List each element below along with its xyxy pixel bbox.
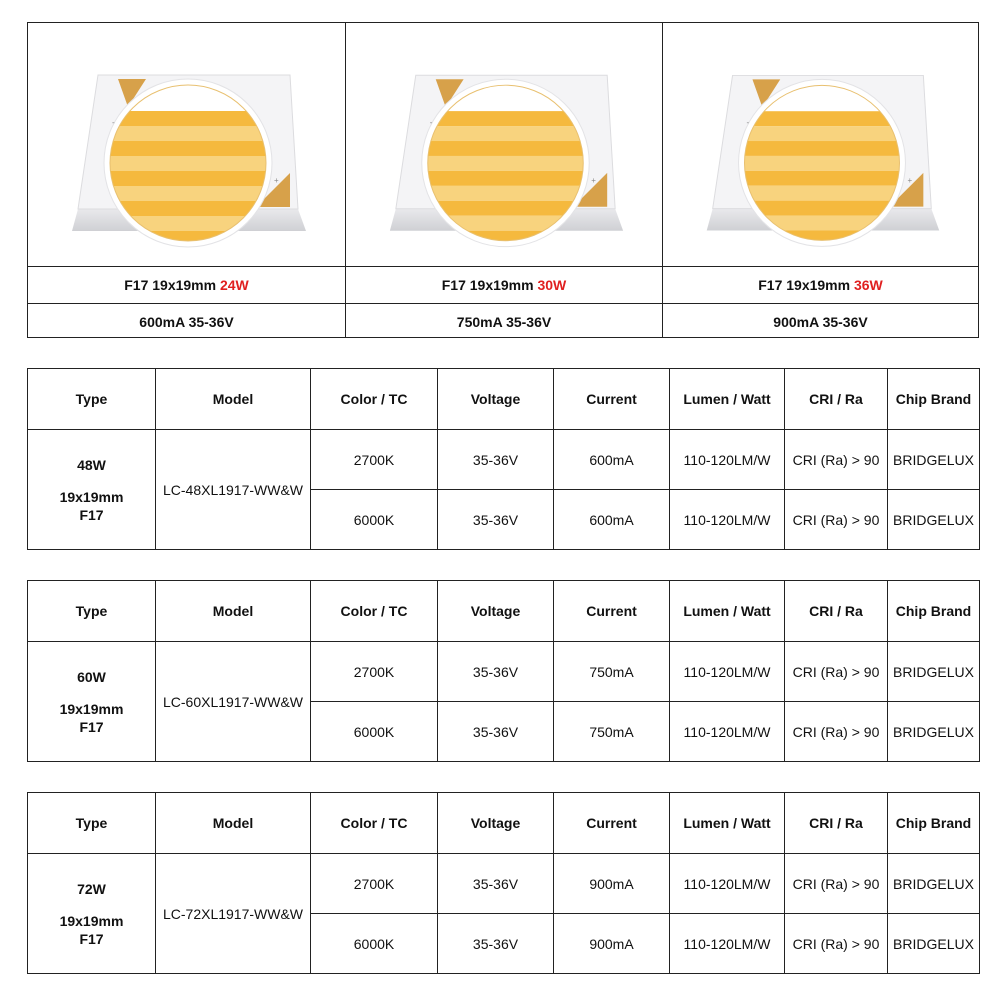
header-model: Model xyxy=(156,793,311,854)
model-cell: LC-48XL1917-WW&W xyxy=(156,430,311,550)
header-model: Model xyxy=(156,369,311,430)
cri-cell: CRI (Ra) > 90 xyxy=(785,642,888,702)
voltage-cell: 35-36V xyxy=(438,914,554,974)
svg-text:-: - xyxy=(429,118,433,128)
type-wattage: 48W xyxy=(77,456,106,473)
lumen-cell: 110-120LM/W xyxy=(670,490,785,550)
header-lumen-watt: Lumen / Watt xyxy=(670,369,785,430)
type-size: 19x19mm xyxy=(59,488,124,505)
cri-cell: CRI (Ra) > 90 xyxy=(785,490,888,550)
product-card xyxy=(345,23,662,337)
product-card xyxy=(28,23,345,337)
table-row xyxy=(28,642,980,702)
table-header-row xyxy=(28,793,980,854)
type-wattage: 60W xyxy=(77,668,106,685)
table-row xyxy=(28,430,980,490)
product-name: F17 19x19mm xyxy=(441,277,534,293)
svg-text:+: + xyxy=(274,176,279,185)
lumen-cell: 110-120LM/W xyxy=(670,854,785,914)
current-cell: 750mA xyxy=(554,702,670,762)
product-card xyxy=(662,23,978,337)
header-chip-brand: Chip Brand xyxy=(888,369,980,430)
product-wattage: 36W xyxy=(853,277,883,293)
brand-cell: BRIDGELUX xyxy=(888,702,980,762)
product-grid xyxy=(27,22,979,338)
header-lumen-watt: Lumen / Watt xyxy=(670,581,785,642)
voltage-cell: 35-36V xyxy=(438,642,554,702)
current-cell: 600mA xyxy=(554,490,670,550)
svg-text:+: + xyxy=(907,175,913,185)
spec-table xyxy=(27,580,980,762)
type-code: F17 xyxy=(79,718,104,735)
header-model: Model xyxy=(156,581,311,642)
spec-table xyxy=(27,368,980,550)
spec-table xyxy=(27,792,980,974)
table-header-row xyxy=(28,581,980,642)
header-color-tc: Color / TC xyxy=(311,793,438,854)
voltage-cell: 35-36V xyxy=(438,854,554,914)
type-cell xyxy=(28,854,156,974)
model-cell: LC-60XL1917-WW&W xyxy=(156,642,311,762)
header-cri: CRI / Ra xyxy=(785,793,888,854)
tc-cell: 2700K xyxy=(311,854,438,914)
voltage-cell: 35-36V xyxy=(438,490,554,550)
table-header-row xyxy=(28,369,980,430)
tc-cell: 6000K xyxy=(311,702,438,762)
type-wattage: 72W xyxy=(77,880,106,897)
type-cell xyxy=(28,642,156,762)
cob-led-chip-image xyxy=(346,23,662,266)
product-name: F17 19x19mm xyxy=(758,277,851,293)
type-size: 19x19mm xyxy=(59,912,124,929)
header-voltage: Voltage xyxy=(438,369,554,430)
product-title xyxy=(663,266,978,303)
lumen-cell: 110-120LM/W xyxy=(670,642,785,702)
model-cell: LC-72XL1917-WW&W xyxy=(156,854,311,974)
lumen-cell: 110-120LM/W xyxy=(670,430,785,490)
tc-cell: 6000K xyxy=(311,490,438,550)
header-current: Current xyxy=(554,369,670,430)
product-wattage: 24W xyxy=(219,277,249,293)
type-cell xyxy=(28,430,156,550)
lumen-cell: 110-120LM/W xyxy=(670,914,785,974)
header-color-tc: Color / TC xyxy=(311,369,438,430)
header-cri: CRI / Ra xyxy=(785,581,888,642)
type-code: F17 xyxy=(79,506,104,523)
product-spec: 900mA 35-36V xyxy=(663,303,978,339)
cob-led-chip-image xyxy=(663,23,978,266)
header-voltage: Voltage xyxy=(438,581,554,642)
voltage-cell: 35-36V xyxy=(438,702,554,762)
header-current: Current xyxy=(554,581,670,642)
cri-cell: CRI (Ra) > 90 xyxy=(785,914,888,974)
cri-cell: CRI (Ra) > 90 xyxy=(785,702,888,762)
tc-cell: 2700K xyxy=(311,430,438,490)
type-size: 19x19mm xyxy=(59,700,124,717)
cob-led-chip-image xyxy=(28,23,345,266)
current-cell: 600mA xyxy=(554,430,670,490)
header-type: Type xyxy=(28,369,156,430)
type-code: F17 xyxy=(79,930,104,947)
header-cri: CRI / Ra xyxy=(785,369,888,430)
lumen-cell: 110-120LM/W xyxy=(670,702,785,762)
cri-cell: CRI (Ra) > 90 xyxy=(785,854,888,914)
tc-cell: 6000K xyxy=(311,914,438,974)
header-chip-brand: Chip Brand xyxy=(888,793,980,854)
product-spec: 750mA 35-36V xyxy=(346,303,662,339)
voltage-cell: 35-36V xyxy=(438,430,554,490)
brand-cell: BRIDGELUX xyxy=(888,490,980,550)
product-name: F17 19x19mm xyxy=(124,277,217,293)
header-voltage: Voltage xyxy=(438,793,554,854)
header-chip-brand: Chip Brand xyxy=(888,581,980,642)
cri-cell: CRI (Ra) > 90 xyxy=(785,430,888,490)
svg-text:-: - xyxy=(746,118,750,128)
product-title xyxy=(28,266,345,303)
header-lumen-watt: Lumen / Watt xyxy=(670,793,785,854)
brand-cell: BRIDGELUX xyxy=(888,914,980,974)
header-current: Current xyxy=(554,793,670,854)
current-cell: 900mA xyxy=(554,914,670,974)
header-color-tc: Color / TC xyxy=(311,581,438,642)
svg-text:-: - xyxy=(112,118,115,127)
tc-cell: 2700K xyxy=(311,642,438,702)
header-type: Type xyxy=(28,581,156,642)
svg-text:+: + xyxy=(591,175,596,185)
table-row xyxy=(28,854,980,914)
header-type: Type xyxy=(28,793,156,854)
current-cell: 750mA xyxy=(554,642,670,702)
current-cell: 900mA xyxy=(554,854,670,914)
brand-cell: BRIDGELUX xyxy=(888,430,980,490)
product-spec: 600mA 35-36V xyxy=(28,303,345,339)
product-wattage: 30W xyxy=(537,277,567,293)
product-title xyxy=(346,266,662,303)
brand-cell: BRIDGELUX xyxy=(888,642,980,702)
brand-cell: BRIDGELUX xyxy=(888,854,980,914)
